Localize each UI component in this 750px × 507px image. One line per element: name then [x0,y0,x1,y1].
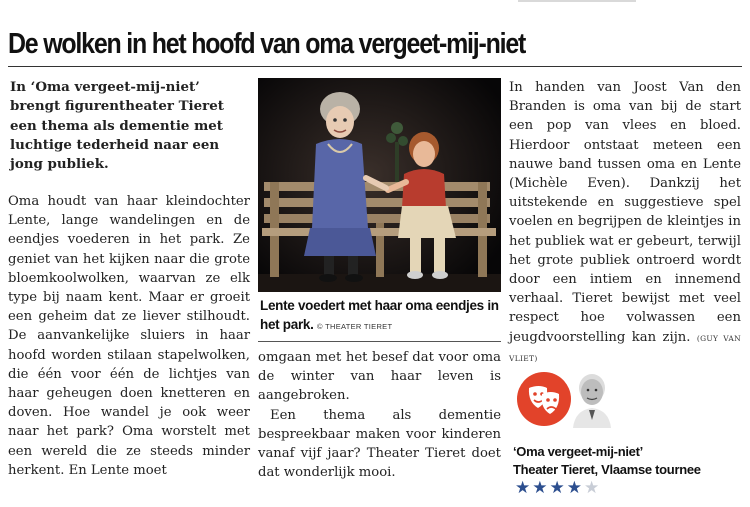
caption-divider [258,341,501,342]
photo-caption [260,296,500,336]
body-paragraph-text: Een thema als dementie bespreekbaar maken voor kinderen vanaf vijf jaar? Theater Tieret doet dat wonderlijk mooi. [258,407,501,481]
article-intro: In ‘Oma vergeet-mij-niet’ brengt figurentheater Tieret een thema als dementie met luchtige tederheid naar een jong publiek. [10,79,224,173]
review-box [509,370,741,500]
star-filled-icon: ★★★★ [515,478,584,498]
body-paragraph: Oma houdt van haar kleindochter Lente, lange wandelingen en de eendjes voederen in het park. Ze geniet van het kijken naar die grote bloemkoolwolken, waarvan ze elk type bij naam kent. Maar er groeit een geheim dat ze liever stilhoudt. De aanvankelijke sluiers in haar hoofd worden stilaan stapelwolken, die één voor één de lichtjes van haar geheugen doen knetteren en doven. Hoe wandel je ook weer naar het park? Oma worstelt met een wereld die ze steeds minder herkent. En Lente moet [8,194,250,478]
review-show-title: ‘Oma vergeet-mij-niet’ [513,444,643,459]
article-body-column-3 [509,78,741,368]
body-paragraph-text: In handen van Joost Van den Branden is oma van bij de start een pop van vlees en bloed. Hierdoor ontstaat meteen een nauwe band tussen oma en Lente (Michèle Even). Dankzij het uitstekende en suggestieve spel voelen en begrijpen de kleintjes in het publiek wat er gebeurt, terwijl het grote publiek ontroerd wordt door een intiem en innemend verhaal. Tieret bewijst met veel respect hoe volwassen een jeugdvoorstelling kan zijn. [509,80,741,345]
theater-masks-icon [517,372,571,426]
stage-photo-illustration [258,78,501,292]
review-company: Theater Tieret, Vlaamse tournee [513,462,701,477]
article-headline: De wolken in het hoofd van oma vergeet-mij-niet [8,28,526,60]
headline-divider [8,66,742,67]
article-body-column-2 [258,348,501,482]
body-paragraph [258,406,501,483]
article-body-column-1 [8,192,250,480]
body-paragraph [509,78,741,368]
author-credit: (GUY VAN VLIET) [509,333,741,363]
photo-credit: © THEATER TIERET [317,322,393,331]
reviewer-avatar [569,370,615,428]
photo-caption-text: Lente voedert met haar oma eendjes in het park. [260,298,499,332]
top-rule [518,0,636,2]
star-rating [515,478,601,498]
article-photo [258,78,501,292]
body-paragraph: omgaan met het besef dat voor oma de winter van haar leven is aangebroken. [258,350,501,404]
star-empty-icon: ★ [583,478,602,498]
